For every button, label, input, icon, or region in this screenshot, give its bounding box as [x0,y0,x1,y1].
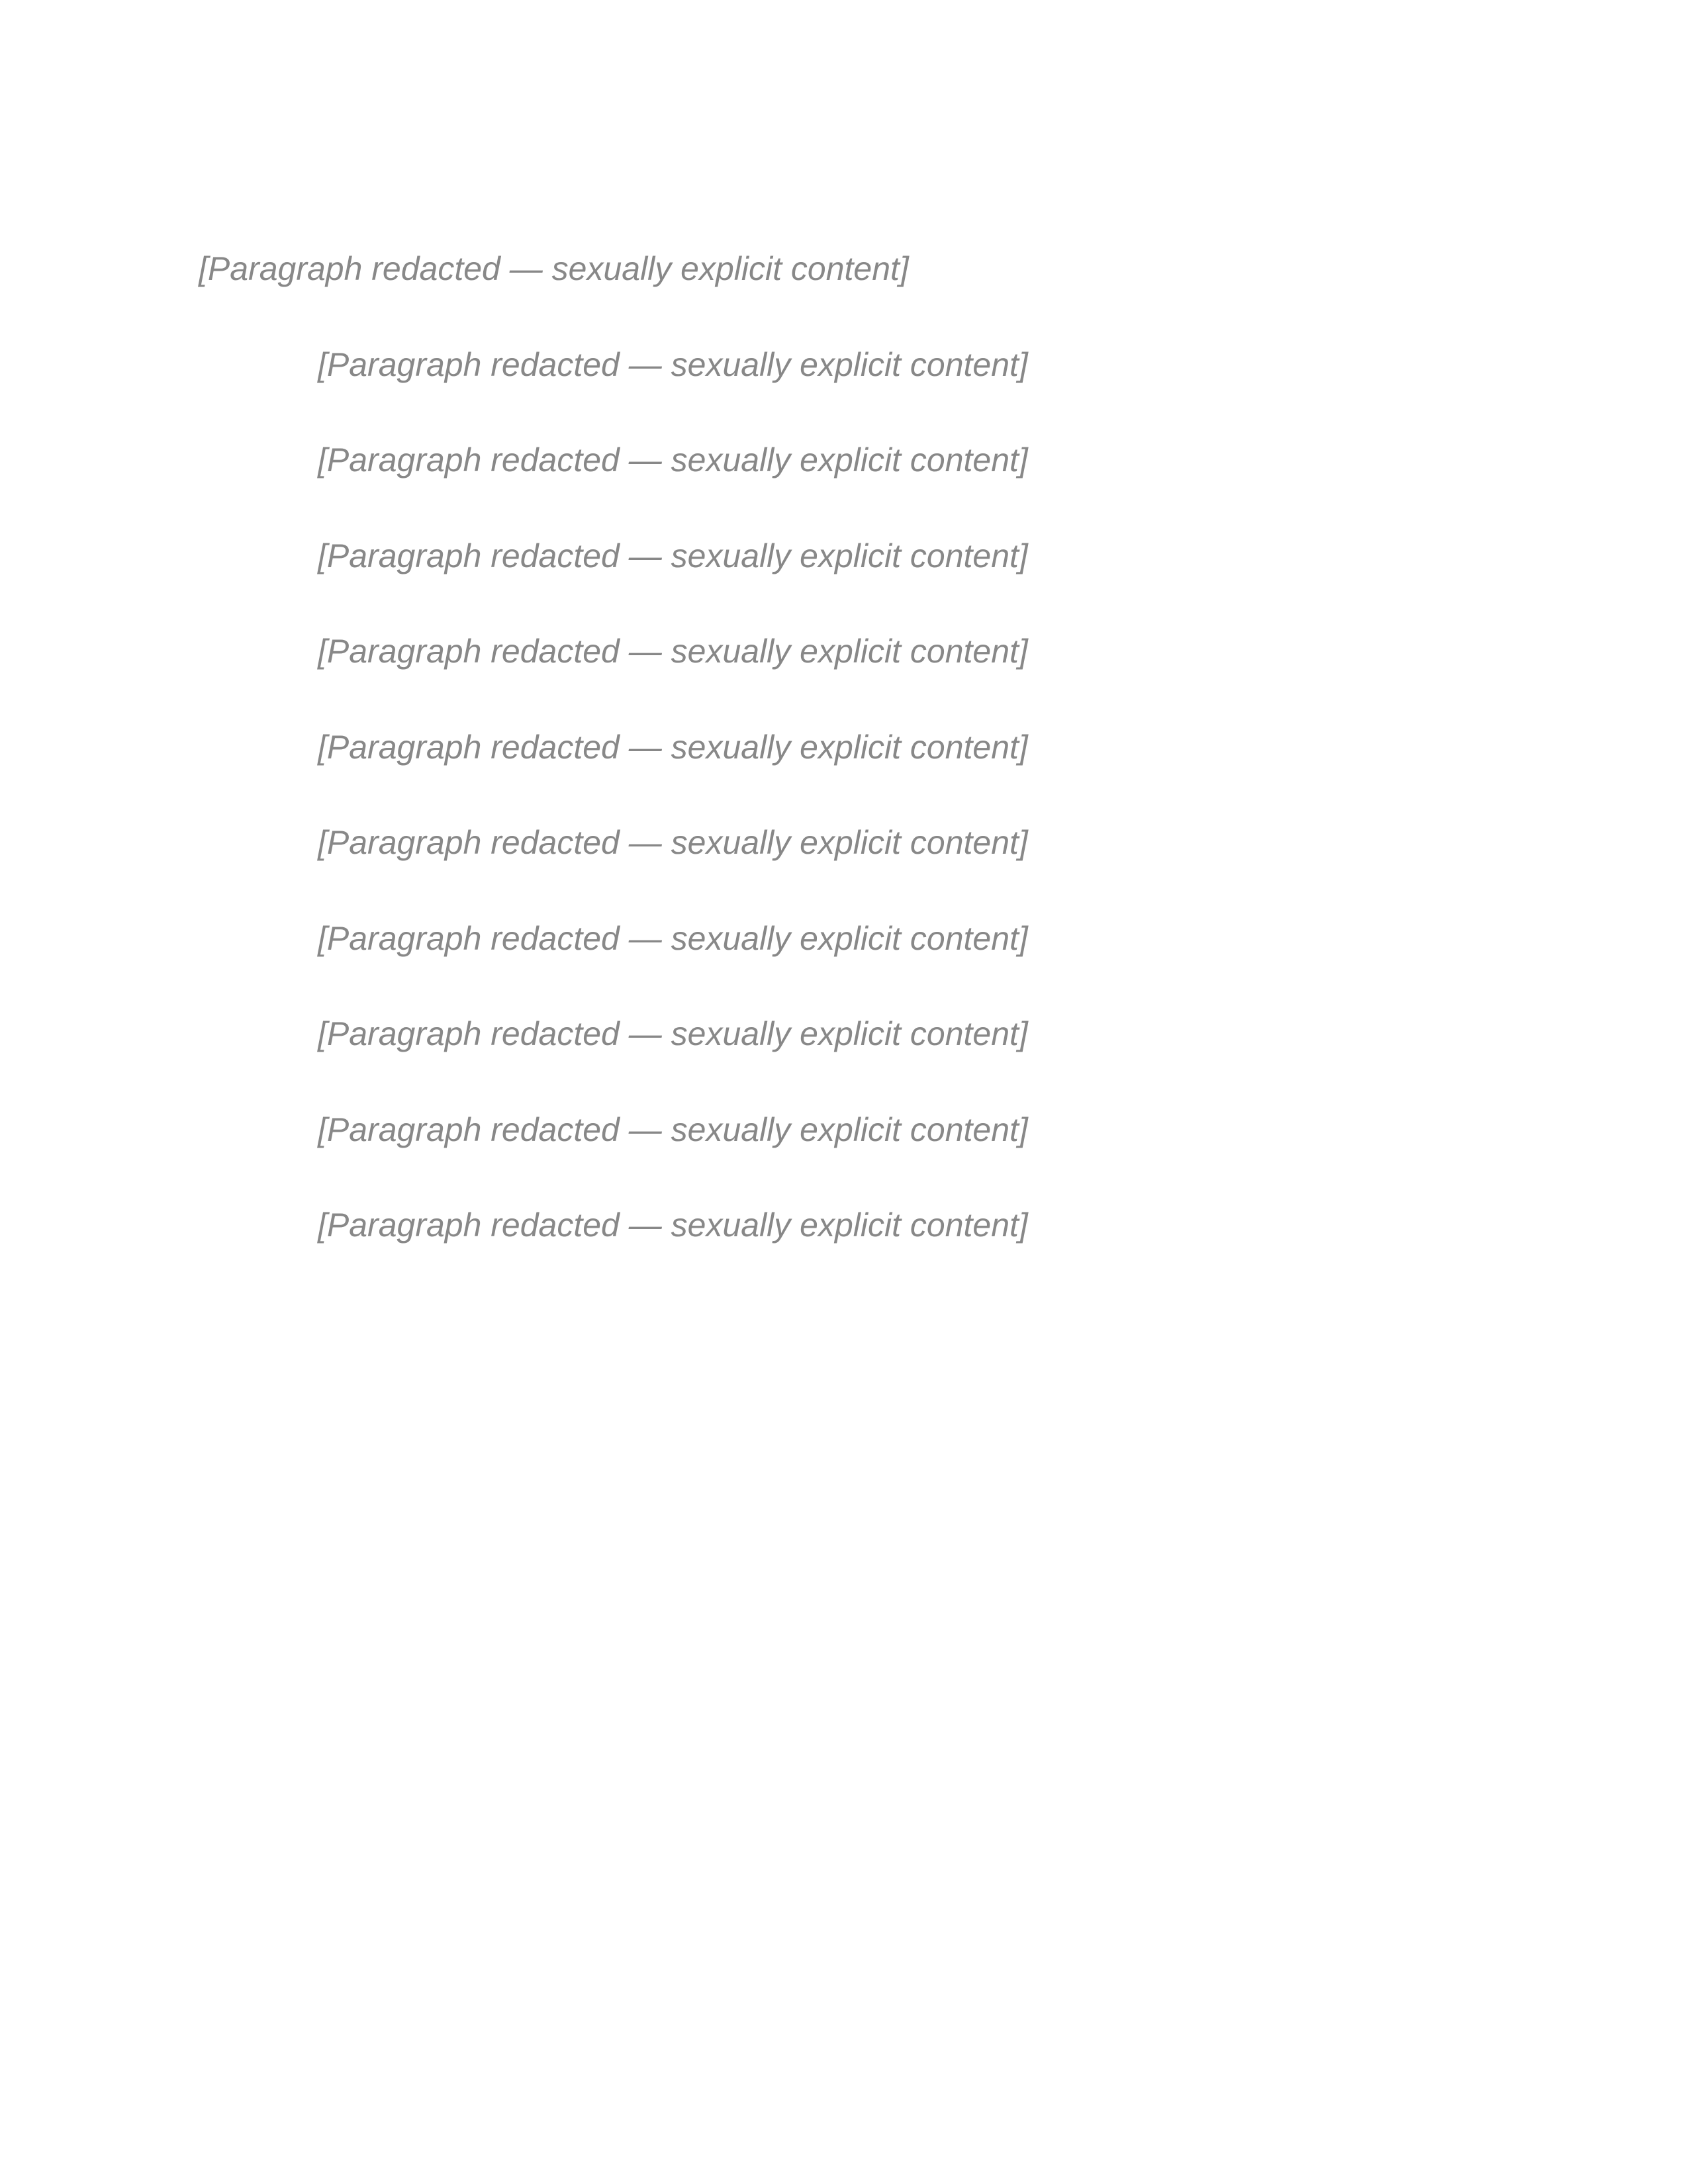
paragraph [199,627,1489,676]
redacted-paragraph-text: [Paragraph redacted — sexually explicit content] [318,919,1028,957]
paragraph [199,723,1489,772]
redacted-paragraph-text: [Paragraph redacted — sexually explicit content] [318,345,1028,383]
redacted-paragraph-text: [Paragraph redacted — sexually explicit content] [318,1015,1028,1052]
redacted-paragraph-text: [Paragraph redacted — sexually explicit content] [318,1111,1028,1148]
redacted-paragraph-text: [Paragraph redacted — sexually explicit content] [318,537,1028,574]
paragraph [199,1010,1489,1058]
paragraph [199,245,1489,293]
paragraph [199,1201,1489,1250]
redacted-paragraph-text: [Paragraph redacted — sexually explicit content] [318,633,1028,670]
redacted-paragraph-text: [Paragraph redacted — sexually explicit content] [318,1206,1028,1244]
paragraph [199,532,1489,580]
redacted-paragraph-text: [Paragraph redacted — sexually explicit content] [318,728,1028,766]
paragraph [199,915,1489,963]
redacted-paragraph-text: [Paragraph redacted — sexually explicit content] [318,441,1028,478]
paragraph [199,819,1489,867]
paragraph [199,436,1489,484]
text-body [199,245,1489,1250]
paragraph [199,341,1489,389]
redacted-paragraph-text: [Paragraph redacted — sexually explicit content] [318,824,1028,861]
paragraph [199,1106,1489,1154]
redacted-paragraph-text: [Paragraph redacted — sexually explicit content] [199,250,909,287]
